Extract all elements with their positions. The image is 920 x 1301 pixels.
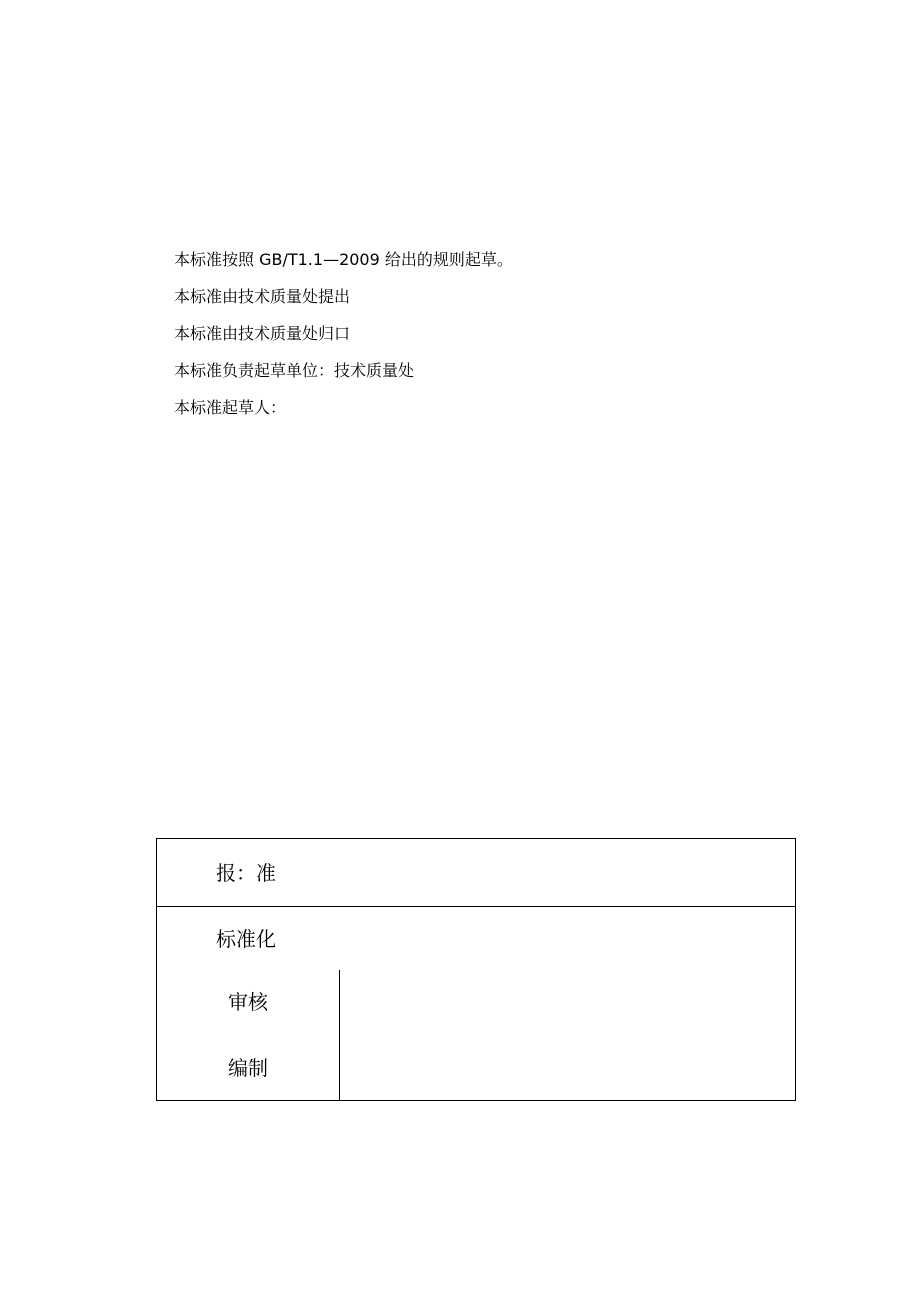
approval-table: [156, 838, 796, 1101]
table-divider-vertical: [339, 970, 340, 1100]
approve-label: 报：准: [216, 861, 276, 885]
preface-section: [174, 250, 513, 435]
standardization-label: 标准化: [216, 927, 276, 951]
drafting-unit-statement: 本标准负责起草单位：技术质量处: [174, 361, 415, 380]
compile-label: 编制: [228, 1056, 268, 1080]
drafters-statement: 本标准起草人：: [174, 398, 287, 417]
review-label: 审核: [228, 990, 268, 1014]
drafting-rules-statement: 本标准按照 GB/T1.1—2009 给出的规则起草。: [174, 250, 513, 269]
table-divider-horizontal: [157, 906, 795, 907]
centralized-by-statement: 本标准由技术质量处归口: [174, 324, 351, 343]
proposed-by-statement: 本标准由技术质量处提出: [174, 287, 351, 306]
